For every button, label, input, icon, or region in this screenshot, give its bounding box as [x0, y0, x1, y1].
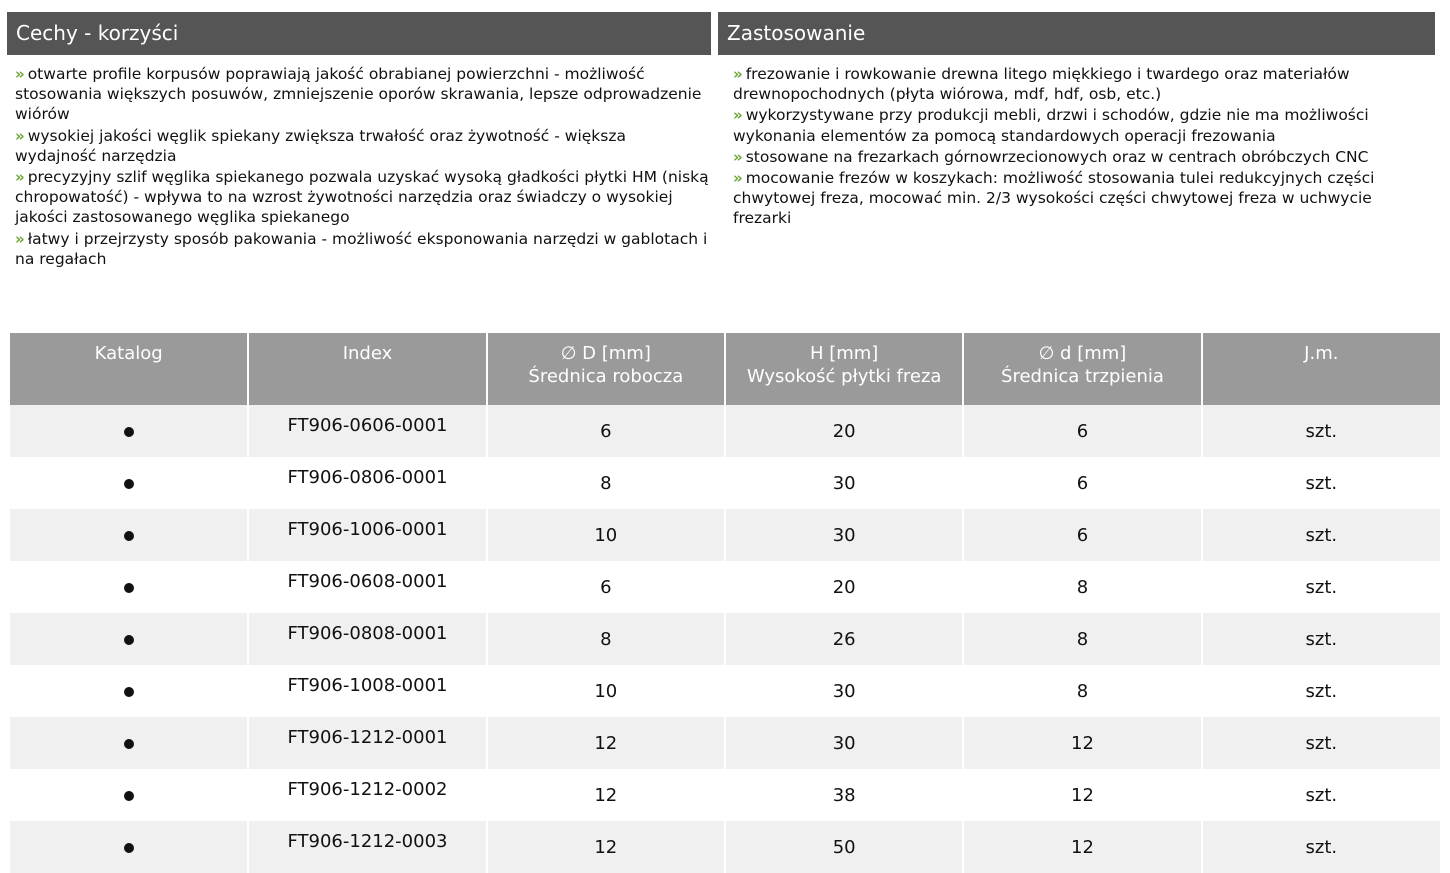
shank-cell: 8 — [963, 561, 1201, 613]
table-row — [10, 821, 1440, 873]
application-title: Zastosowanie — [718, 12, 1435, 55]
application-item: » stosowane na frezarkach górnowrzecionowych oraz w centrach obróbczych CNC — [733, 147, 1369, 166]
catalog-cell[interactable] — [10, 717, 248, 769]
catalog-dot-icon — [124, 635, 134, 645]
features-panel — [7, 12, 711, 270]
double-chevron-right-icon: » — [15, 168, 22, 187]
diameter-cell: 10 — [487, 665, 725, 717]
catalog-cell[interactable] — [10, 561, 248, 613]
index-cell: FT906-0606-0001 — [248, 405, 486, 457]
height-cell: 26 — [725, 613, 963, 665]
shank-cell: 8 — [963, 613, 1201, 665]
catalog-dot-icon — [124, 479, 134, 489]
height-cell: 30 — [725, 509, 963, 561]
index-cell: FT906-0808-0001 — [248, 613, 486, 665]
height-cell: 20 — [725, 561, 963, 613]
table-header-row — [10, 333, 1440, 405]
application-panel — [718, 12, 1435, 230]
table-row — [10, 717, 1440, 769]
table-row — [10, 405, 1440, 457]
table-row — [10, 665, 1440, 717]
catalog-cell[interactable] — [10, 665, 248, 717]
unit-cell: szt. — [1202, 613, 1440, 665]
double-chevron-right-icon: » — [733, 147, 740, 166]
shank-cell: 12 — [963, 821, 1201, 873]
index-cell: FT906-0806-0001 — [248, 457, 486, 509]
catalog-cell[interactable] — [10, 821, 248, 873]
catalog-dot-icon — [124, 531, 134, 541]
application-item: » wykorzystywane przy produkcji mebli, drzwi i schodów, gdzie nie ma możliwości wykonania elementów za pomocą standardowych operacji frezowania — [733, 106, 1369, 145]
shank-cell: 6 — [963, 457, 1201, 509]
diameter-cell: 12 — [487, 769, 725, 821]
table-row — [10, 613, 1440, 665]
catalog-dot-icon — [124, 427, 134, 437]
column-header-index: Index — [248, 333, 486, 405]
index-cell: FT906-0608-0001 — [248, 561, 486, 613]
shank-cell: 12 — [963, 769, 1201, 821]
features-list — [7, 55, 711, 269]
catalog-cell[interactable] — [10, 613, 248, 665]
height-cell: 30 — [725, 665, 963, 717]
application-item: » frezowanie i rowkowanie drewna litego miękkiego i twardego oraz materiałów drewnopochodnych (płyta wiórowa, mdf, hdf, osb, etc.) — [733, 65, 1350, 104]
table-row — [10, 769, 1440, 821]
diameter-cell: 10 — [487, 509, 725, 561]
table-row — [10, 457, 1440, 509]
shank-cell: 8 — [963, 665, 1201, 717]
catalog-dot-icon — [124, 739, 134, 749]
shank-cell: 12 — [963, 717, 1201, 769]
diameter-cell: 8 — [487, 457, 725, 509]
feature-item: » łatwy i przejrzysty sposób pakowania - możliwość eksponowania narzędzi w gablotach i na regałach — [15, 229, 708, 268]
catalog-dot-icon — [124, 687, 134, 697]
unit-cell: szt. — [1202, 509, 1440, 561]
catalog-cell[interactable] — [10, 405, 248, 457]
double-chevron-right-icon: » — [15, 229, 22, 248]
index-cell: FT906-1212-0002 — [248, 769, 486, 821]
double-chevron-right-icon: » — [733, 65, 740, 83]
diameter-cell: 6 — [487, 561, 725, 613]
shank-cell: 6 — [963, 405, 1201, 457]
feature-item: » wysokiej jakości węglik spiekany zwiększa trwałość oraz żywotność - większa wydajność narzędzia — [15, 126, 626, 165]
column-header-shank-diameter: ∅ d [mm] Średnica trzpienia — [963, 333, 1201, 405]
diameter-cell: 8 — [487, 613, 725, 665]
catalog-cell[interactable] — [10, 457, 248, 509]
catalog-dot-icon — [124, 583, 134, 593]
unit-cell: szt. — [1202, 457, 1440, 509]
unit-cell: szt. — [1202, 665, 1440, 717]
index-cell: FT906-1212-0001 — [248, 717, 486, 769]
unit-cell: szt. — [1202, 717, 1440, 769]
unit-cell: szt. — [1202, 769, 1440, 821]
height-cell: 50 — [725, 821, 963, 873]
index-cell: FT906-1008-0001 — [248, 665, 486, 717]
unit-cell: szt. — [1202, 405, 1440, 457]
diameter-cell: 6 — [487, 405, 725, 457]
product-table — [10, 333, 1440, 873]
height-cell: 20 — [725, 405, 963, 457]
catalog-cell[interactable] — [10, 509, 248, 561]
catalog-dot-icon — [124, 791, 134, 801]
feature-item: » precyzyjny szlif węglika spiekanego pozwala uzyskać wysoką gładkości płytki HM (niską chropowatość) - wpływa to na wzrost żywotności narzędzia oraz świadczy o wysokiej jakości zastosowanego węglika spiekanego — [15, 168, 709, 227]
diameter-cell: 12 — [487, 717, 725, 769]
shank-cell: 6 — [963, 509, 1201, 561]
unit-cell: szt. — [1202, 561, 1440, 613]
feature-item: » otwarte profile korpusów poprawiają jakość obrabianej powierzchni - możliwość stosowania większych posuwów, zmniejszenie oporów skrawania, lepsze odprowadzenie wiórów — [15, 65, 702, 124]
double-chevron-right-icon: » — [15, 65, 22, 83]
column-header-height: H [mm] Wysokość płytki freza — [725, 333, 963, 405]
table-row — [10, 509, 1440, 561]
height-cell: 30 — [725, 457, 963, 509]
unit-cell: szt. — [1202, 821, 1440, 873]
features-title: Cechy - korzyści — [7, 12, 711, 55]
catalog-dot-icon — [124, 843, 134, 853]
catalog-cell[interactable] — [10, 769, 248, 821]
index-cell: FT906-1212-0003 — [248, 821, 486, 873]
column-header-unit: J.m. — [1202, 333, 1440, 405]
column-header-diameter: ∅ D [mm] Średnica robocza — [487, 333, 725, 405]
double-chevron-right-icon: » — [733, 106, 740, 125]
table-row — [10, 561, 1440, 613]
column-header-katalog: Katalog — [10, 333, 248, 405]
application-list — [718, 55, 1435, 229]
double-chevron-right-icon: » — [15, 126, 22, 145]
height-cell: 38 — [725, 769, 963, 821]
application-item: » mocowanie frezów w koszykach: możliwość stosowania tulei redukcyjnych części chwytowej freza, mocować min. 2/3 wysokości części chwytowej freza w uchwycie frezarki — [733, 169, 1375, 228]
double-chevron-right-icon: » — [733, 169, 740, 188]
diameter-cell: 12 — [487, 821, 725, 873]
index-cell: FT906-1006-0001 — [248, 509, 486, 561]
height-cell: 30 — [725, 717, 963, 769]
